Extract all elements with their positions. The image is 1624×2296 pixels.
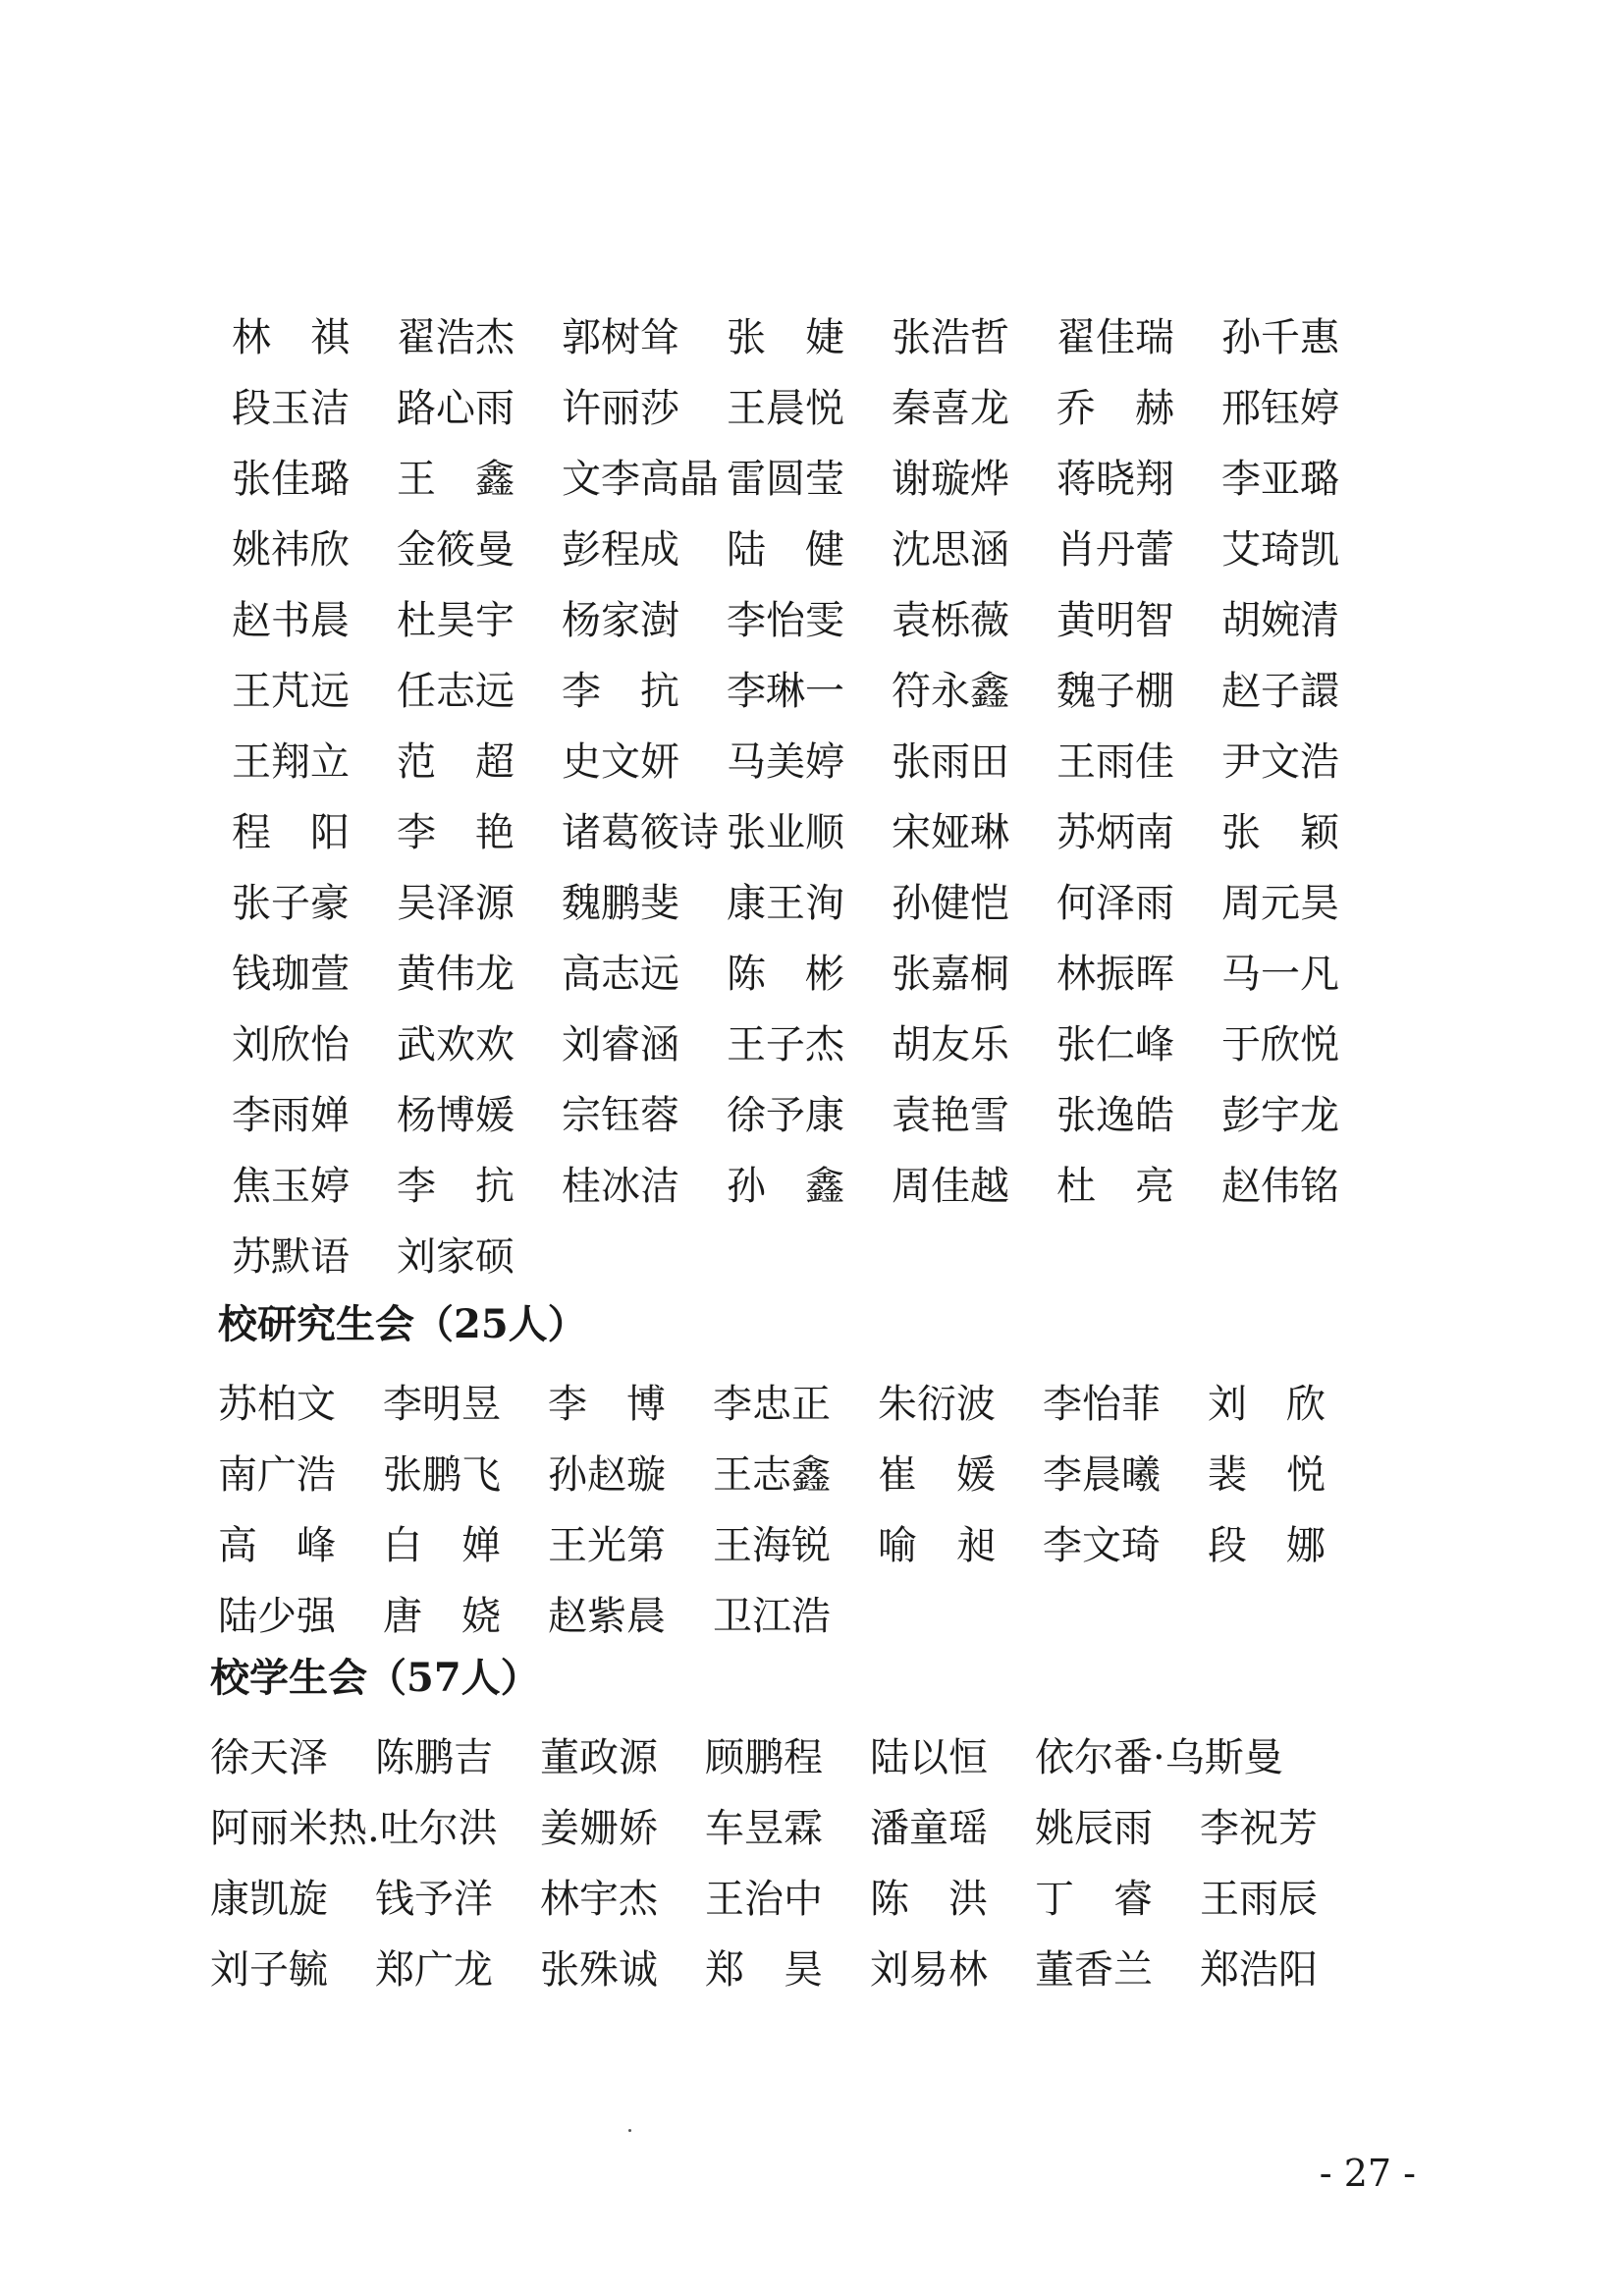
person-name: 依尔番·乌斯曼	[1035, 1735, 1283, 1780]
person-name: 邢钰婷	[1221, 386, 1339, 431]
person-name: 张 婕	[727, 315, 844, 360]
person-name: 康凯旋	[210, 1877, 328, 1922]
person-name: 刘睿涵	[562, 1022, 679, 1067]
person-name: 康王洵	[727, 881, 844, 926]
person-name: 周佳越	[892, 1164, 1009, 1209]
person-name: 高 峰	[218, 1523, 336, 1568]
person-name: 李琳一	[727, 669, 844, 714]
person-name: 焦玉婷	[232, 1164, 350, 1209]
person-name: 赵伟铭	[1221, 1164, 1339, 1209]
person-name: 王晨悦	[727, 386, 844, 431]
person-name: 金筱曼	[397, 527, 514, 573]
person-name: 赵子譞	[1221, 669, 1339, 714]
person-name: 任志远	[397, 669, 514, 714]
person-name: 武欢欢	[397, 1022, 514, 1067]
person-name: 刘子毓	[210, 1947, 328, 1993]
person-name: 王翔立	[232, 739, 350, 785]
person-name: 李雨婵	[232, 1093, 350, 1138]
person-name: 王子杰	[727, 1022, 844, 1067]
person-name: 丁 睿	[1035, 1877, 1153, 1922]
person-name: 黄明智	[1056, 598, 1174, 643]
person-name: 陆以恒	[870, 1735, 988, 1780]
person-name: 陆少强	[218, 1594, 336, 1639]
person-name: 段玉洁	[232, 386, 350, 431]
person-name: 苏柏文	[218, 1382, 336, 1427]
person-name: 崔 媛	[878, 1452, 996, 1498]
person-name: 艾琦凯	[1221, 527, 1339, 573]
page-number: - 27 -	[1319, 2152, 1416, 2195]
person-name: 宗钰蓉	[562, 1093, 679, 1138]
person-name: 李忠正	[713, 1382, 831, 1427]
person-name: 顾鹏程	[705, 1735, 823, 1780]
person-name: 文李高晶	[562, 457, 719, 502]
person-name: 翟佳瑞	[1056, 315, 1174, 360]
person-name: 何泽雨	[1056, 881, 1174, 926]
person-name: 杜昊宇	[397, 598, 514, 643]
person-name: 雷圆莹	[727, 457, 844, 502]
person-name: 林振晖	[1056, 952, 1174, 997]
person-name: 郑浩阳	[1200, 1947, 1318, 1993]
person-name: 裴 悦	[1208, 1452, 1326, 1498]
person-name: 卫江浩	[713, 1594, 831, 1639]
person-name: 张仁峰	[1056, 1022, 1174, 1067]
person-name: 桂冰洁	[562, 1164, 679, 1209]
person-name: 周元昊	[1221, 881, 1339, 926]
person-name: 张浩哲	[892, 315, 1009, 360]
person-name: 王 鑫	[397, 457, 514, 502]
person-name: 李亚璐	[1221, 457, 1339, 502]
person-name: 程 阳	[232, 810, 350, 855]
person-name: 李怡菲	[1043, 1382, 1161, 1427]
person-name: 潘童瑶	[870, 1806, 988, 1851]
person-name: 杨家澍	[562, 598, 679, 643]
person-name: 钱珈萱	[232, 952, 350, 997]
person-name: 宋娅琳	[892, 810, 1009, 855]
person-name: 徐天泽	[210, 1735, 328, 1780]
person-name: 王海锐	[713, 1523, 831, 1568]
person-name: 李 博	[548, 1382, 666, 1427]
person-name: 肖丹蕾	[1056, 527, 1174, 573]
person-name: 李文琦	[1043, 1523, 1161, 1568]
person-name: 杨博媛	[397, 1093, 514, 1138]
person-name: 孙 鑫	[727, 1164, 844, 1209]
person-name: 郑 昊	[705, 1947, 823, 1993]
person-name: 黄伟龙	[397, 952, 514, 997]
person-name: 张雨田	[892, 739, 1009, 785]
person-name: 杜 亮	[1056, 1164, 1174, 1209]
person-name: 刘欣怡	[232, 1022, 350, 1067]
person-name: 王志鑫	[713, 1452, 831, 1498]
person-name: 范 超	[397, 739, 514, 785]
person-name: 姜姗娇	[540, 1806, 658, 1851]
person-name: 彭程成	[562, 527, 679, 573]
person-name: 李怡雯	[727, 598, 844, 643]
person-name: 赵紫晨	[548, 1594, 666, 1639]
person-name: 马美婷	[727, 739, 844, 785]
person-name: 钱予洋	[375, 1877, 493, 1922]
person-name: 李明昱	[383, 1382, 501, 1427]
person-name: 孙健恺	[892, 881, 1009, 926]
person-name: 姚祎欣	[232, 527, 350, 573]
person-name: 董政源	[540, 1735, 658, 1780]
person-name: 喻 昶	[878, 1523, 996, 1568]
person-name: 刘 欣	[1208, 1382, 1326, 1427]
person-name: 陆 健	[727, 527, 844, 573]
person-name: 王雨辰	[1200, 1877, 1318, 1922]
section-title-grad-union: 校研究生会（25人）	[218, 1301, 587, 1347]
person-name: 张业顺	[727, 810, 844, 855]
person-name: 王雨佳	[1056, 739, 1174, 785]
person-name: 林宇杰	[540, 1877, 658, 1922]
person-name: 王芃远	[232, 669, 350, 714]
person-name: 林 祺	[232, 315, 350, 360]
person-name: 张嘉桐	[892, 952, 1009, 997]
person-name: 张子豪	[232, 881, 350, 926]
person-name: 尹文浩	[1221, 739, 1339, 785]
person-name: 王治中	[705, 1877, 823, 1922]
person-name: 陈 彬	[727, 952, 844, 997]
person-name: 高志远	[562, 952, 679, 997]
person-name: 刘家硕	[397, 1234, 514, 1280]
person-name: 刘易林	[870, 1947, 988, 1993]
person-name: 翟浩杰	[397, 315, 514, 360]
person-name: 胡友乐	[892, 1022, 1009, 1067]
person-name: 孙赵璇	[548, 1452, 666, 1498]
person-name: 张逸皓	[1056, 1093, 1174, 1138]
person-name: 谢璇烨	[892, 457, 1009, 502]
person-name: 乔 赫	[1056, 386, 1174, 431]
person-name: 魏子棚	[1056, 669, 1174, 714]
person-name: 唐 娆	[383, 1594, 501, 1639]
stray-dot	[628, 2129, 631, 2132]
person-name: 路心雨	[397, 386, 514, 431]
person-name: 陈 洪	[870, 1877, 988, 1922]
person-name: 彭宇龙	[1221, 1093, 1339, 1138]
person-name: 张 颖	[1221, 810, 1339, 855]
person-name: 赵书晨	[232, 598, 350, 643]
person-name: 袁艳雪	[892, 1093, 1009, 1138]
person-name: 车昱霖	[705, 1806, 823, 1851]
person-name: 董香兰	[1035, 1947, 1153, 1993]
person-name: 张鹏飞	[383, 1452, 501, 1498]
person-name: 胡婉清	[1221, 598, 1339, 643]
person-name: 姚辰雨	[1035, 1806, 1153, 1851]
person-name: 阿丽米热.吐尔洪	[210, 1806, 498, 1851]
person-name: 徐予康	[727, 1093, 844, 1138]
person-name: 沈思涵	[892, 527, 1009, 573]
person-name: 马一凡	[1221, 952, 1339, 997]
person-name: 李祝芳	[1200, 1806, 1318, 1851]
person-name: 李 抗	[397, 1164, 514, 1209]
person-name: 秦喜龙	[892, 386, 1009, 431]
person-name: 南广浩	[218, 1452, 336, 1498]
person-name: 孙千惠	[1221, 315, 1339, 360]
person-name: 郭树耸	[562, 315, 679, 360]
name-list-group-a	[232, 302, 1386, 1292]
person-name: 张佳璐	[232, 457, 350, 502]
person-name: 符永鑫	[892, 669, 1009, 714]
person-name: 许丽莎	[562, 386, 679, 431]
person-name: 袁栎薇	[892, 598, 1009, 643]
section-title-student-union: 校学生会（57人）	[210, 1655, 540, 1701]
person-name: 朱衍波	[878, 1382, 996, 1427]
person-name: 苏炳南	[1056, 810, 1174, 855]
person-name: 王光第	[548, 1523, 666, 1568]
person-name: 史文妍	[562, 739, 679, 785]
person-name: 陈鹏吉	[375, 1735, 493, 1780]
person-name: 李 抗	[562, 669, 679, 714]
person-name: 诸葛筱诗	[562, 810, 719, 855]
person-name: 蒋晓翔	[1056, 457, 1174, 502]
person-name: 吴泽源	[397, 881, 514, 926]
person-name: 郑广龙	[375, 1947, 493, 1993]
name-list-student-union	[210, 1722, 1365, 2005]
person-name: 李 艳	[397, 810, 514, 855]
person-name: 张殊诚	[540, 1947, 658, 1993]
person-name: 段 娜	[1208, 1523, 1326, 1568]
person-name: 于欣悦	[1221, 1022, 1339, 1067]
person-name: 白 婵	[383, 1523, 501, 1568]
person-name: 魏鹏斐	[562, 881, 679, 926]
person-name: 李晨曦	[1043, 1452, 1161, 1498]
person-name: 苏默语	[232, 1234, 350, 1280]
name-list-grad-union	[218, 1369, 1373, 1652]
